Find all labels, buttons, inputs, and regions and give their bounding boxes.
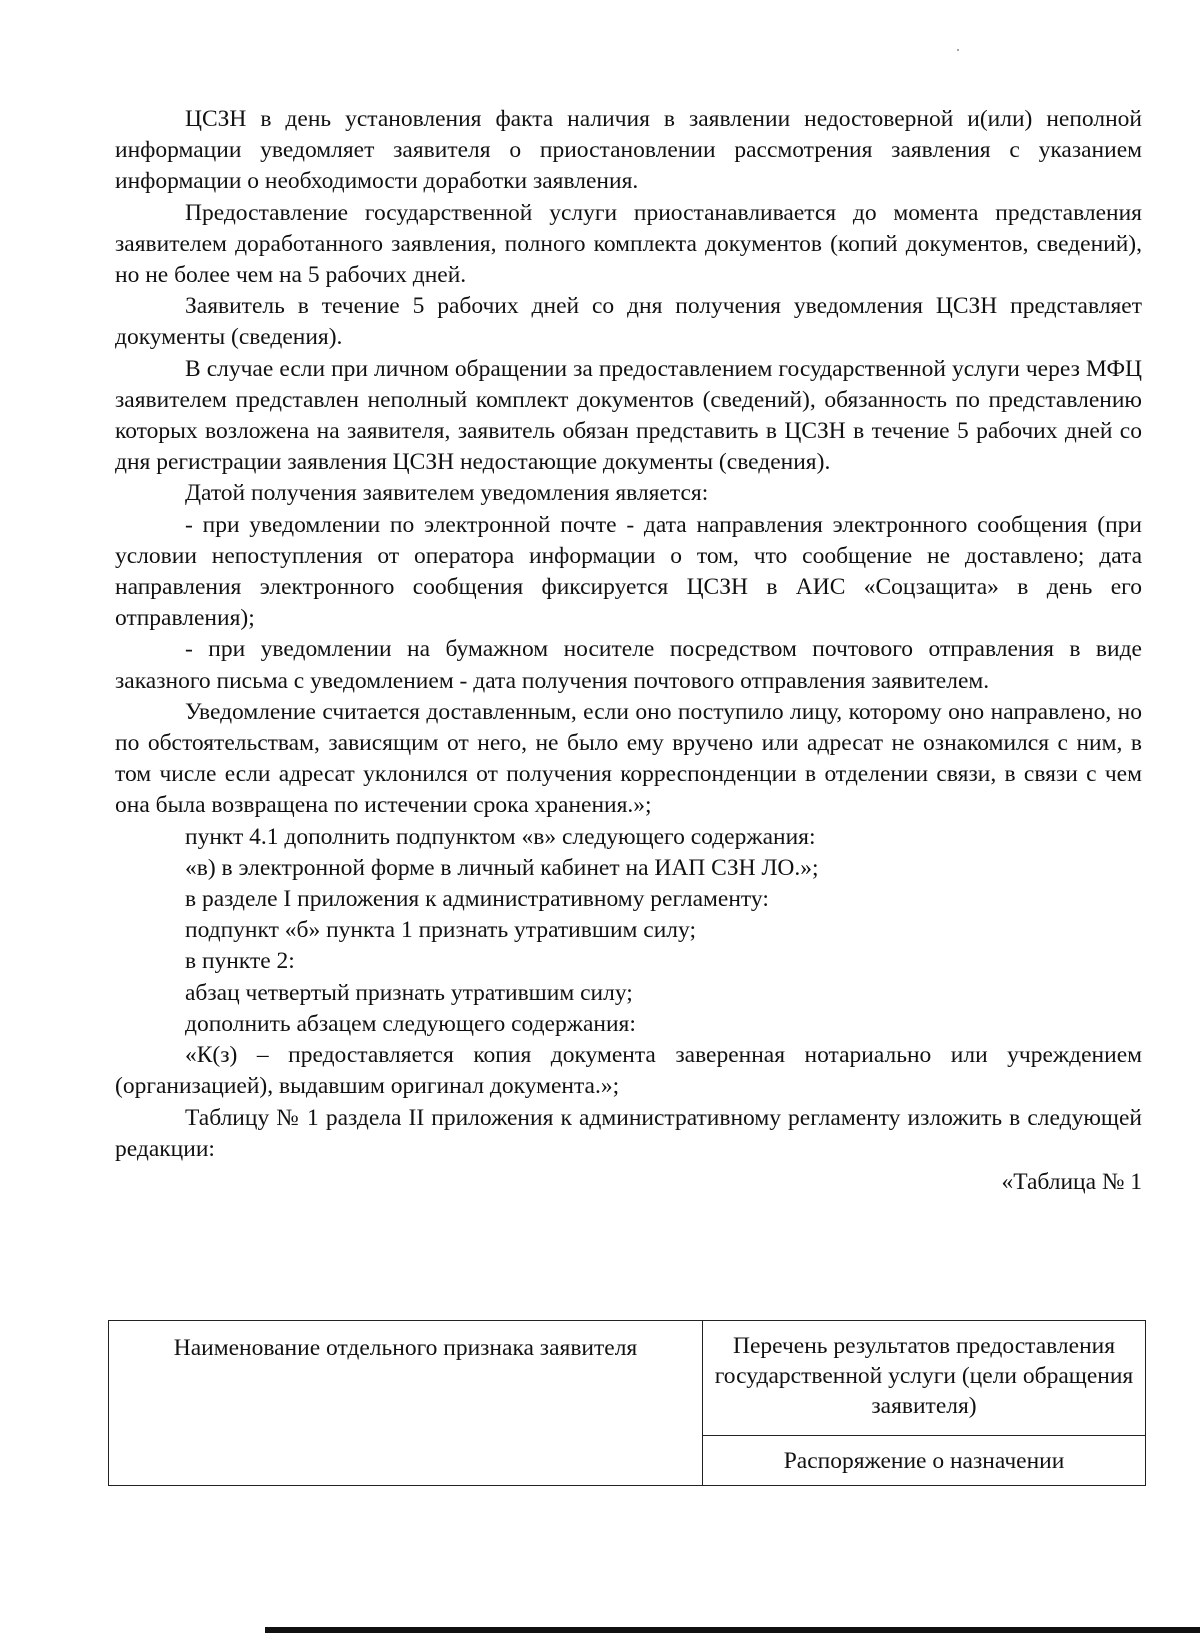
paragraph-suspension-notice: ЦСЗН в день установления факта наличия в заявлении недостоверной и(или) неполной информации уведомляет заявителя о приостановлении рассмотрения заявления с указанием информации о необходимости доработки заявления. bbox=[115, 106, 1142, 195]
paragraph-applicant-submits: Заявитель в течение 5 рабочих дней со дня получения уведомления ЦСЗН представляет документы (сведения). bbox=[115, 293, 1142, 351]
paragraph-item-v: «в) в электронной форме в личный кабинет на ИАП СЗН ЛО.»; bbox=[185, 854, 819, 881]
results-table bbox=[108, 1320, 1146, 1486]
paragraph-suspension-term: Предоставление государственной услуги приостанавливается до момента представления заявителем доработанного заявления, полного комплекта документов (копий документов, сведений), но не более чем на 5 рабочих дней. bbox=[115, 199, 1142, 289]
paragraph-notice-date: Датой получения заявителем уведомления является: bbox=[185, 480, 709, 507]
paragraph-paper-notice: - при уведомлении на бумажном носителе посредством почтового отправления в виде заказного письма с уведомлением - дата получения почтового отправления заявителем. bbox=[115, 636, 1142, 694]
paragraph-subitem-b: подпункт «б» пункта 1 признать утратившим силу; bbox=[185, 917, 696, 944]
table-header-results-list: Перечень результатов предоставления государственной услуги (цели обращения заявителя) bbox=[703, 1321, 1146, 1436]
paragraph-delivered-notice: Уведомление считается доставленным, если оно поступило лицу, которому оно направлено, но по обстоятельствам, зависящим от него, не было ему вручено или адресат не ознакомился с ним, в том числе если адресат уклонился от получения корреспонденции в отделении связи, в связи с чем она была возвращена по истечении срока хранения.»; bbox=[115, 698, 1142, 819]
paragraph-mfc-incomplete: В случае если при личном обращении за предоставлением государственной услуги через МФЦ заявителем представлен неполный комплект документов (сведений), обязанность по представлению которых возложена на заявителя, заявитель обязан представить в ЦСЗН в течение 5 рабочих дней со дня регистрации заявления ЦСЗН недостающие документы (сведения). bbox=[115, 355, 1142, 476]
table-header-applicant-feature: Наименование отдельного признака заявителя bbox=[109, 1321, 703, 1486]
paragraph-item-4-1: пункт 4.1 дополнить подпунктом «в» следующего содержания: bbox=[185, 823, 816, 850]
paragraph-email-notice: - при уведомлении по электронной почте - дата направления электронного сообщения (при условии непоступления от оператора информации о том, что сообщение не доставлено; дата направления электронного сообщения фиксируется ЦСЗН в АИС «Соцзащита» в день его отправления); bbox=[115, 511, 1142, 632]
paragraph-add-abzac: дополнить абзацем следующего содержания: bbox=[185, 1010, 636, 1037]
scan-bottom-edge bbox=[265, 1627, 1200, 1633]
scan-speck bbox=[957, 49, 959, 51]
paragraph-kz: «К(з) – предоставляется копия документа заверенная нотариально или учреждением (организацией), выдавшим оригинал документа.»; bbox=[115, 1042, 1142, 1100]
table-row bbox=[109, 1321, 1146, 1436]
paragraph-section-1: в разделе I приложения к административному регламенту: bbox=[185, 886, 769, 913]
document-body bbox=[115, 104, 1142, 1198]
table-cell-decision: Распоряжение о назначении bbox=[703, 1436, 1146, 1486]
table-caption: «Таблица № 1 bbox=[1001, 1168, 1142, 1195]
paragraph-fourth-abzac: абзац четвертый признать утратившим силу; bbox=[185, 979, 633, 1006]
paragraph-item-2: в пункте 2: bbox=[185, 948, 295, 975]
paragraph-table-1: Таблицу № 1 раздела II приложения к административному регламенту изложить в следующей редакции: bbox=[115, 1104, 1142, 1162]
